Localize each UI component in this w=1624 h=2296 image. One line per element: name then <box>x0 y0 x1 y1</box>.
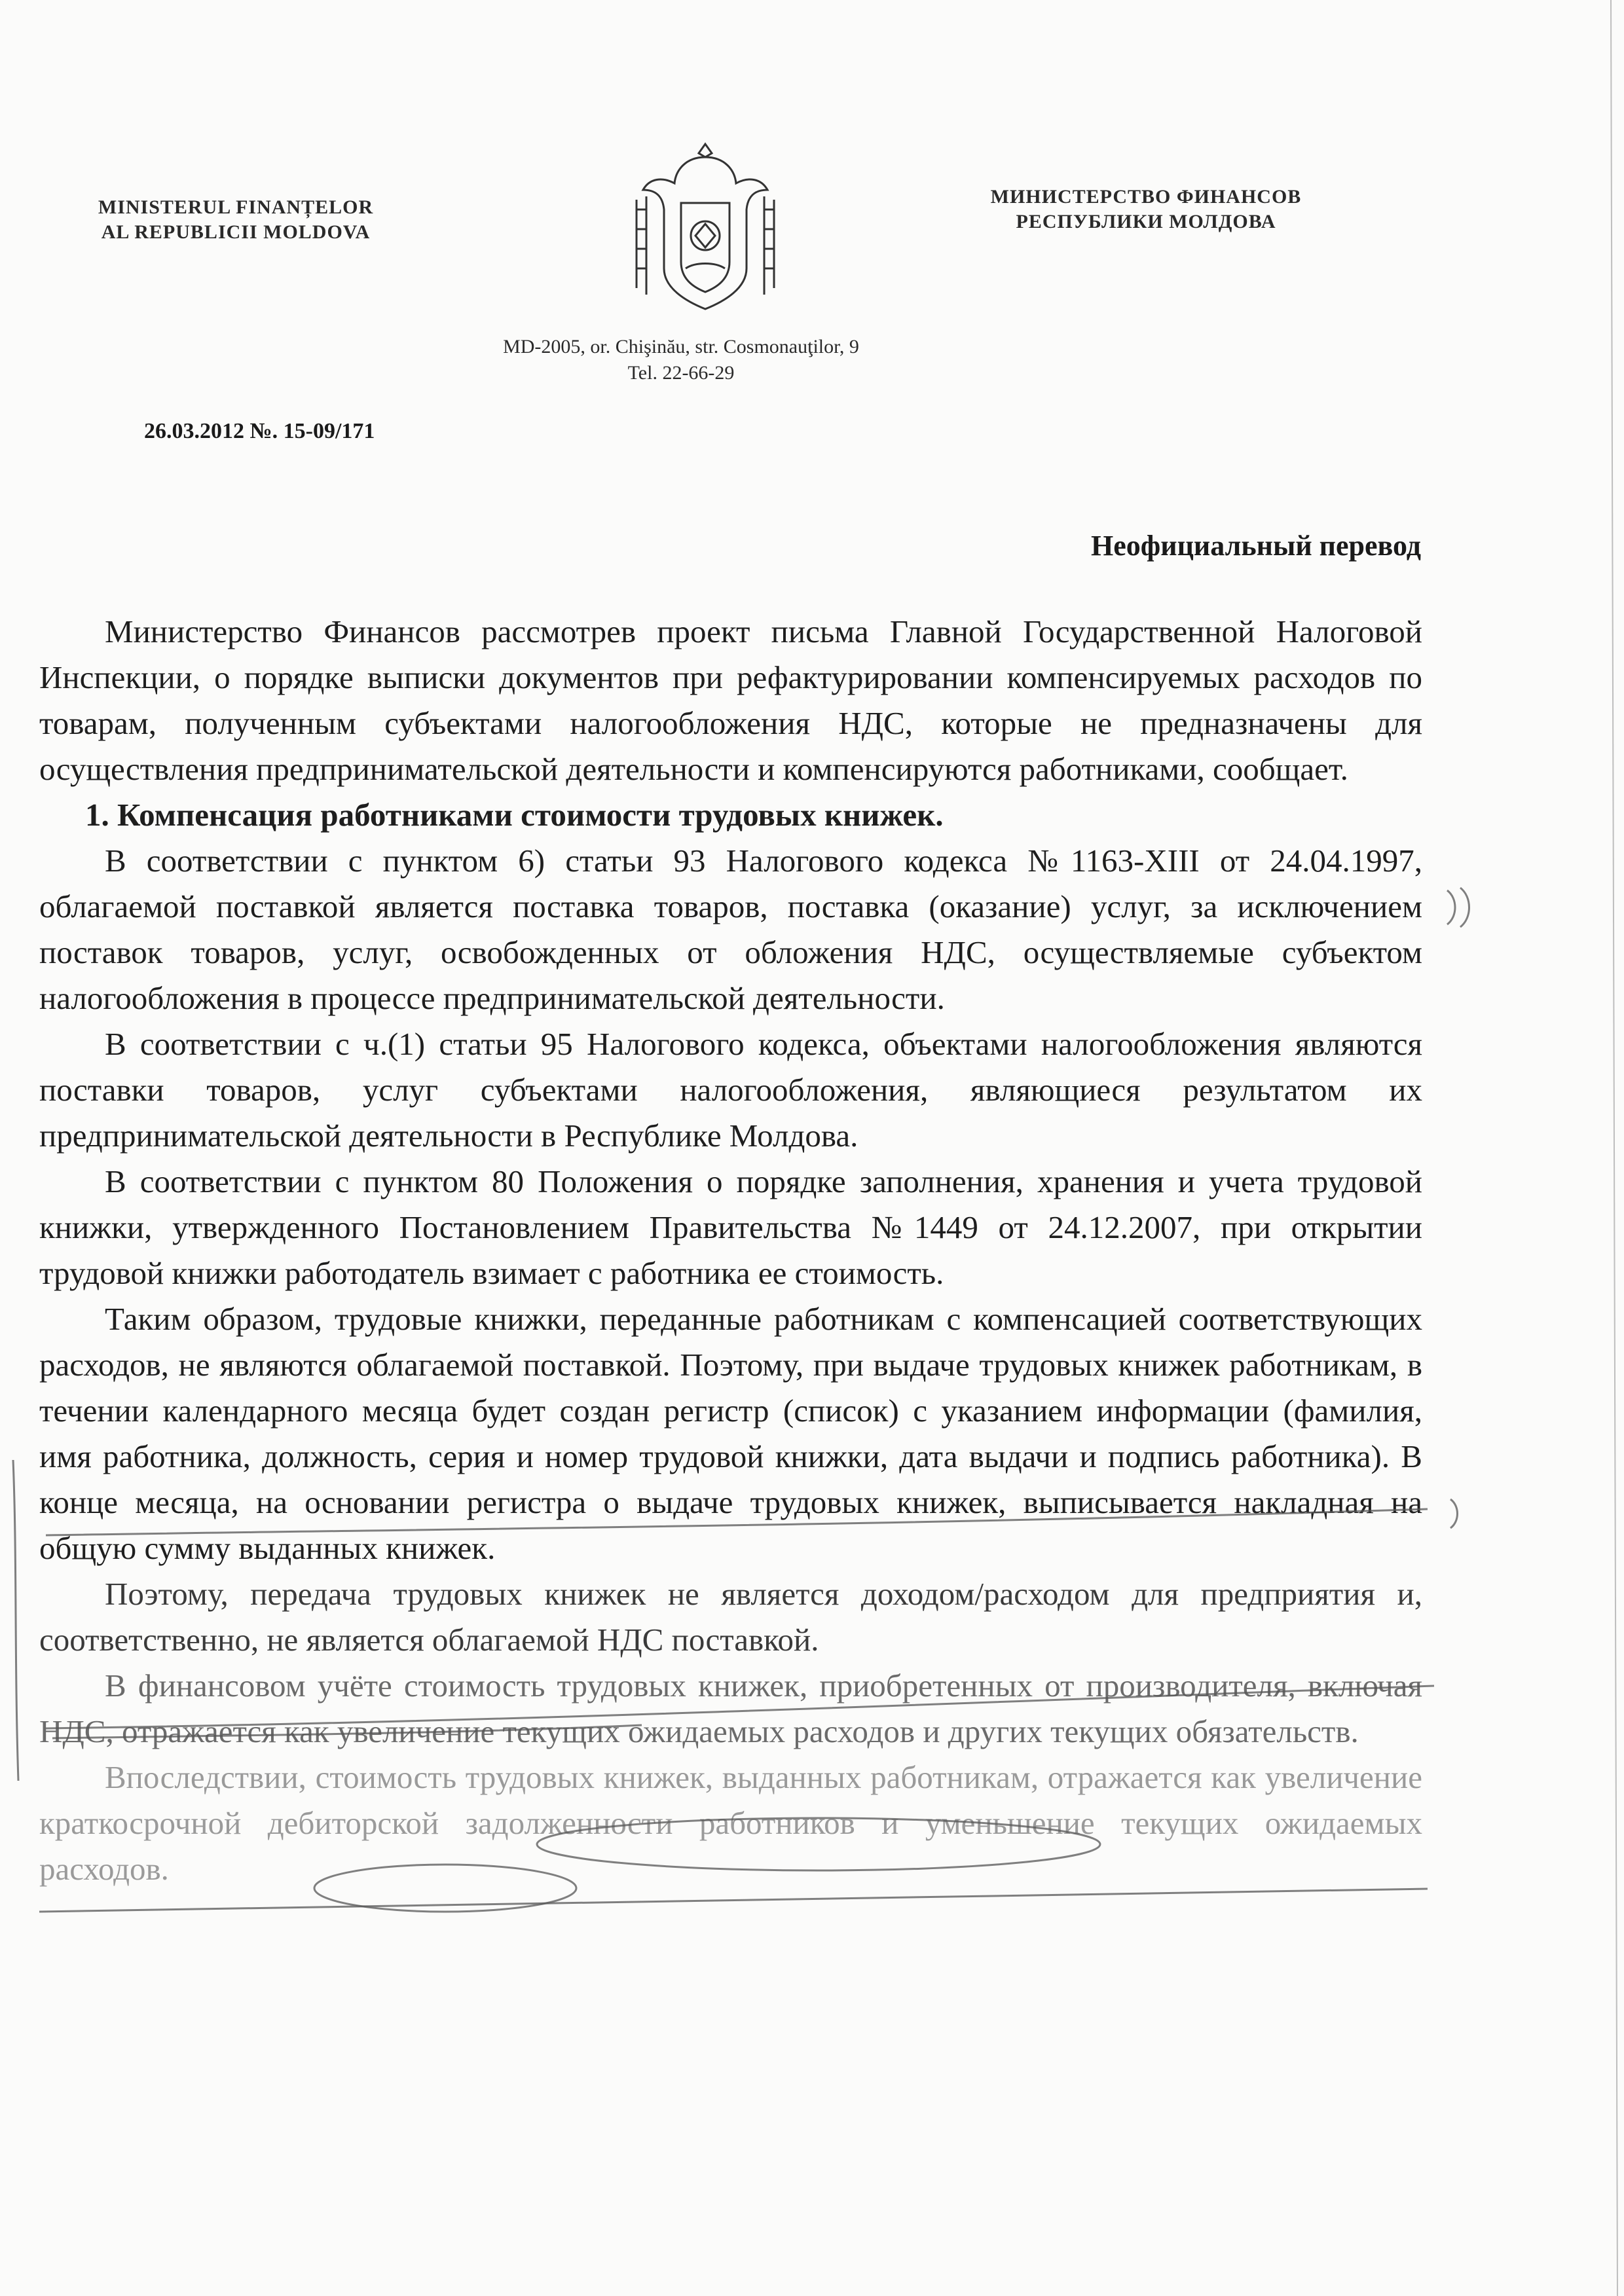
ministry-ru-line-2: РЕСПУБЛИКИ МОЛДОВА <box>1016 211 1276 232</box>
paragraph-7: Впоследствии, стоимость трудовых книжек, выданных работникам, отражается как увеличение краткосрочной дебиторской задолженности работников и уменьшение текущих ожидаемых расходов. <box>39 1759 1422 1887</box>
ministry-ro-line-1: MINISTERUL FINANȚELOR <box>98 196 374 218</box>
ministry-ro-line-2: AL REPUBLICII MOLDOVA <box>101 221 371 243</box>
ministry-name-russian <box>943 185 1349 234</box>
page-edge-line <box>1611 0 1617 2296</box>
ministry-address <box>419 334 943 386</box>
margin-bracket-line <box>13 1460 18 1781</box>
paragraph-3: В соответствии с пунктом 80 Положения о порядке заполнения, хранения и учета трудовой книжки, утвержденного Постановлением Правительства №1449 от 24.12.2007, при открытии трудовой книжки работодатель взимает с работника ее стоимость. <box>39 1163 1422 1291</box>
margin-parenthesis-mark <box>1447 888 1469 927</box>
phone-line: Tel. 22-66-29 <box>627 362 735 384</box>
paragraph-2: В соответствии с ч.(1) статьи 95 Налогового кодекса, объектами налогообложения являются поставки товаров, услуг субъектами налогообложения, являющиеся результатом их предпринимательской деятельности в Республике Молдова. <box>39 1026 1422 1154</box>
intro-paragraph: Министерство Финансов рассмотрев проект письма Главной Государственной Налоговой Инспекции, о порядке выписки документов при рефактурировании компенсируемых расходов по товарам, полученным субъектами налогообложения НДС, которые не предназначены для осуществления предпринимательской деятельности и компенсируются работниками, сообщает. <box>39 613 1422 787</box>
address-line: MD-2005, or. Chişinău, str. Cosmonauţilor, 9 <box>503 336 859 357</box>
paragraph-6: В финансовом учёте стоимость трудовых книжек, приобретенных от производителя, включая НДС, отражается как увеличение текущих ожидаемых расходов и других текущих обязательств. <box>39 1667 1422 1749</box>
margin-mark-2 <box>1450 1499 1458 1528</box>
paragraph-4: Таким образом, трудовые книжки, переданные работникам с компенсацией соответствующих расходов, не являются облагаемой поставкой. Поэтому, при выдаче трудовых книжек работникам, в течении календарного месяца будет создан регистр (список) с указанием информации (фамилия, имя работника, должность, серия и номер трудовой книжки, дата выдачи и подпись работника). В конце месяца, на основании регистра о выдаче трудовых книжек, выписывается накладная на общую сумму выданных книжек. <box>39 1301 1422 1566</box>
coat-of-arms-icon <box>623 137 787 314</box>
ministry-name-romanian <box>65 195 406 245</box>
underline-4 <box>39 1889 1428 1912</box>
letter-body <box>39 609 1422 1892</box>
section-heading: 1. Компенсация работниками стоимости трудовых книжек. <box>85 797 944 833</box>
translation-note: Неофициальный перевод <box>1091 530 1421 562</box>
ministry-ru-line-1: МИНИСТЕРСТВО ФИНАНСОВ <box>990 186 1302 208</box>
document-reference: 26.03.2012 №. 15-09/171 <box>144 419 375 443</box>
paragraph-5: Поэтому, передача трудовых книжек не является доходом/расходом для предприятия и, соответственно, не является облагаемой НДС поставкой. <box>39 1576 1422 1658</box>
paragraph-1: В соответствии с пунктом 6) статьи 93 Налогового кодекса №1163-XIII от 24.04.1997, облагаемой поставкой является поставка товаров, поставка (оказание) услуг, за исключением поставок товаров, услуг, освобожденных от обложения НДС, осуществляемые субъектом налогообложения в процессе предпринимательской деятельности. <box>39 843 1422 1016</box>
